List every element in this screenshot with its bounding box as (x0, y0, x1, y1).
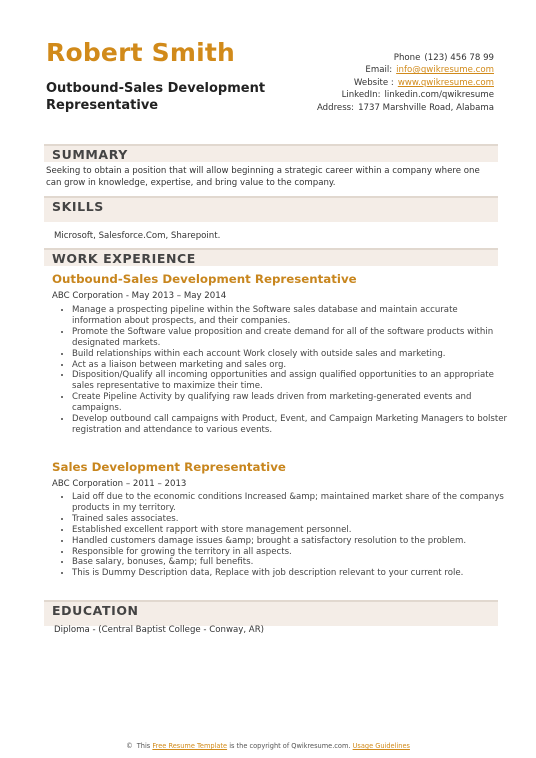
linkedin-value[interactable]: linkedin.com/qwikresume (384, 90, 494, 101)
job-bullet: • Develop outbound call campaigns with Product, Event, and Campaign Marketing Managers to bolster registration and attendance to various events. (72, 414, 510, 436)
job-bullet: • Disposition/Qualify all incoming opportunities and assign qualified opportunities to an appropriate sales representative to maximize their time. (72, 370, 510, 392)
contact-website-row (317, 77, 494, 89)
address-value: 1737 Marshville Road, Alabama (358, 102, 494, 113)
linkedin-label: LinkedIn: (341, 90, 381, 101)
copyright-icon: © (126, 742, 133, 750)
contact-linkedin-row (317, 89, 494, 101)
candidate-title: Outbound-Sales Development Representative (46, 81, 266, 113)
job-title-1: Outbound-Sales Development Representative (52, 272, 357, 286)
job-bullet: • Laid off due to the economic conditions Increased &amp; maintained market share of the companys products in my territory. (72, 492, 510, 514)
candidate-name: Robert Smith (46, 38, 236, 67)
education-text: Diploma - (Central Baptist College - Conway, AR) (54, 625, 265, 635)
job-bullet: • Promote the Software value proposition and create demand for all of the software products within designated markets. (72, 327, 510, 349)
website-label: Website : (353, 77, 394, 88)
job-bullet: • Manage a prospecting pipeline within the Software sales database and maintain accurate information about prospects, and their companies. (72, 305, 510, 327)
phone-value: (123) 456 78 99 (424, 53, 494, 63)
education-heading: EDUCATION (44, 600, 498, 618)
footer-text-2: is the copyright of Qwikresume.com. (229, 742, 351, 750)
address-label: Address: (316, 102, 355, 113)
job-bullet: • This is Dummy Description data, Replace with job description relevant to your current role. (72, 568, 510, 579)
summary-heading: SUMMARY (44, 144, 498, 162)
contact-email-row (317, 64, 494, 76)
job-bullet: • Build relationships within each account Work closely with outside sales and marketing. (72, 349, 510, 360)
skills-heading: SKILLS (44, 196, 498, 214)
job-company-dates-2: ABC Corporation – 2011 – 2013 (52, 479, 187, 489)
email-link[interactable]: info@qwikresume.com (396, 65, 494, 76)
job-bullet: • Established excellent rapport with store management personnel. (72, 525, 510, 536)
contact-address-row (317, 102, 494, 114)
job-bullet: • Base salary, bonuses, &amp; full benefits. (72, 557, 510, 568)
website-link[interactable]: www.qwikresume.com (397, 77, 494, 88)
job-bullets-2 (54, 492, 510, 579)
summary-text: Seeking to obtain a position that will allow beginning a strategic career within a company where one can grow in knowledge, expertise, and bring value to the company. (46, 166, 480, 188)
job-bullet: • Responsible for growing the territory in all aspects. (72, 547, 510, 558)
free-resume-template-link[interactable]: Free Resume Template (152, 742, 228, 750)
footer (0, 742, 536, 750)
job-bullet: • Trained sales associates. (72, 514, 510, 525)
job-company-dates-1: ABC Corporation - May 2013 – May 2014 (52, 291, 227, 301)
contact-phone-row (317, 52, 494, 64)
contact-block (317, 52, 494, 114)
skills-text: Microsoft, Salesforce.Com, Sharepoint. (54, 231, 221, 241)
job-title-2: Sales Development Representative (52, 460, 286, 474)
job-bullets-1 (54, 305, 510, 436)
experience-heading: WORK EXPERIENCE (44, 248, 498, 266)
email-label: Email: (365, 65, 393, 76)
job-bullet: • Act as a liaison between marketing and sales org. (72, 360, 510, 371)
phone-label: Phone (393, 53, 421, 63)
usage-guidelines-link[interactable]: Usage Guidelines (352, 742, 410, 750)
job-bullet: • Create Pipeline Activity by qualifying raw leads driven from marketing-generated events and campaigns. (72, 392, 510, 414)
job-bullet: • Handled customers damage issues &amp; brought a satisfactory resolution to the problem. (72, 536, 510, 547)
footer-text-1: This (136, 742, 151, 750)
skills-divider (44, 214, 498, 222)
